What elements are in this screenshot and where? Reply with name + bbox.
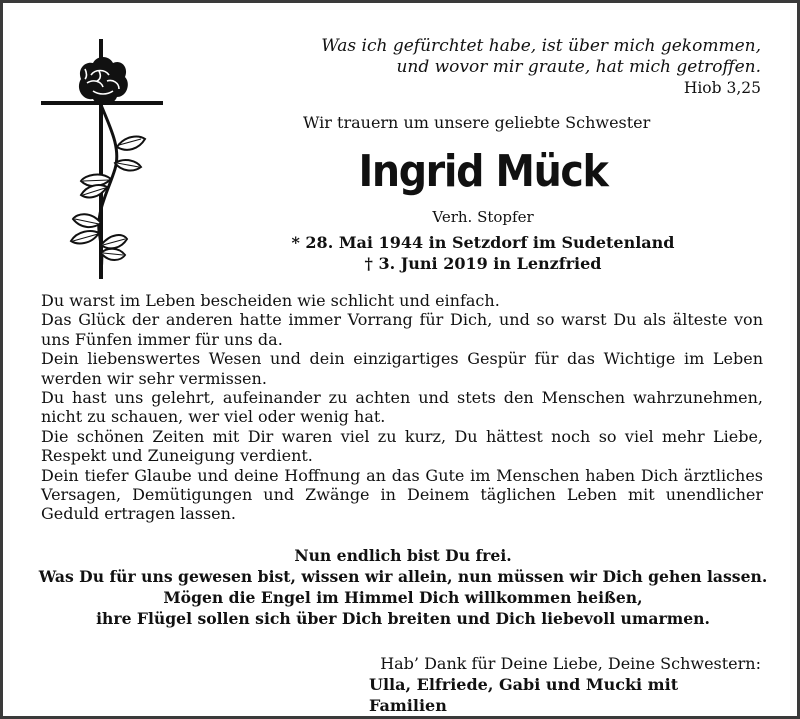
- eulogy-paragraph: Dein liebenswertes Wesen und dein einzigartiges Gespür für das Wichtige im Leben werden wir sehr vermissen.: [41, 349, 763, 388]
- eulogy-paragraph: Die schönen Zeiten mit Dir waren viel zu kurz, Du hättest noch so viel mehr Liebe, Respekt und Zuneigung verdient.: [41, 426, 763, 466]
- quote-line: und wovor mir graute, hat mich getroffen.: [396, 57, 761, 77]
- married-name: Verh. Stopfer: [432, 208, 534, 226]
- intro-line: Wir trauern um unsere geliebte Schwester: [303, 113, 651, 132]
- quote-source: Hiob 3,25: [683, 79, 761, 97]
- eulogy-paragraph: Du hast uns gelehrt, aufeinander zu achten und stets den Menschen wahrzunehmen, nicht zu schauen, wer viel oder wenig hat.: [41, 388, 763, 427]
- closing-line: Mögen die Engel im Himmel Dich willkommen heißen,: [163, 588, 643, 607]
- eulogy-text: [41, 291, 763, 524]
- bible-quote: [303, 36, 761, 99]
- thanks-line: Hab’ Dank für Deine Liebe, Deine Schwestern:: [380, 654, 761, 673]
- closing-line: Nun endlich bist Du frei.: [294, 546, 512, 565]
- quote-line: Was ich gefürchtet habe, ist über mich gekommen,: [321, 36, 761, 56]
- closing-line: ihre Flügel sollen sich über Dich breiten und Dich liebevoll umarmen.: [96, 609, 710, 628]
- cross-with-rose-icon: [41, 39, 165, 279]
- death-date: † 3. Juni 2019 in Lenzfried: [364, 254, 602, 273]
- signers: Ulla, Elfriede, Gabi und Mucki mit Familien: [369, 675, 679, 715]
- closing-verse: [33, 545, 773, 629]
- thanks-signature: [303, 653, 761, 716]
- eulogy-paragraph: Dein tiefer Glaube und deine Hoffnung an das Gute im Menschen haben Dich ärztliches Versagen, Demütigungen und Zwänge in Deinem täglichen Leben mit unendlicher Geduld ertragen lassen.: [41, 465, 763, 524]
- birth-date: * 28. Mai 1944 in Setzdorf im Sudetenland: [291, 233, 675, 252]
- deceased-name: Ingrid Mück: [358, 146, 608, 197]
- closing-line: Was Du für uns gewesen bist, wissen wir allein, nun müssen wir Dich gehen lassen.: [38, 567, 768, 586]
- eulogy-paragraph: Du warst im Leben bescheiden wie schlicht und einfach.: [41, 291, 500, 310]
- eulogy-paragraph: Das Glück der anderen hatte immer Vorrang für Dich, und so warst Du als älteste von uns Fünfen immer für uns da.: [41, 310, 763, 349]
- life-dates: [203, 232, 763, 274]
